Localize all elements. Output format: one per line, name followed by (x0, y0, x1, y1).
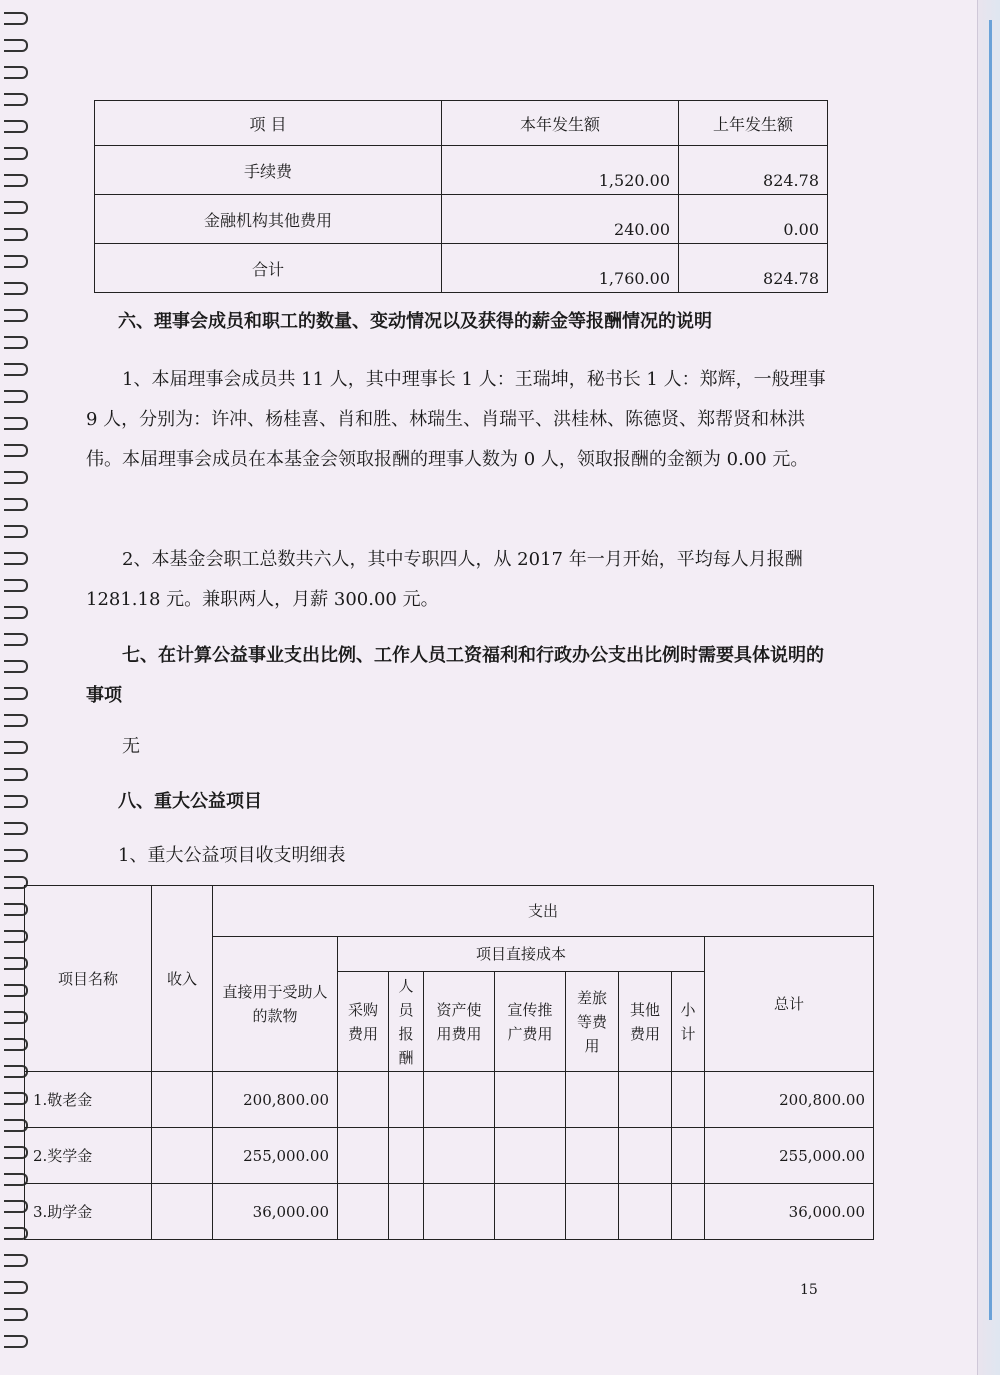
header-name: 项目名称 (25, 886, 152, 1072)
header-subtotal: 小计 (672, 972, 705, 1072)
binding-ring (4, 822, 28, 835)
header-asset: 资产使用费用 (424, 972, 495, 1072)
section7-heading: 七、在计算公益事业支出比例、工作人员工资福利和行政办公支出比例时需要具体说明的事项 (86, 645, 824, 706)
header-promo: 宣传推广费用 (495, 972, 566, 1072)
binding-ring (4, 174, 28, 187)
binding-ring (4, 471, 28, 484)
header-direct-cost: 项目直接成本 (338, 937, 705, 972)
section6-heading: 六、理事会成员和职工的数量、变动情况以及获得的薪金等报酬情况的说明 (118, 311, 712, 332)
binding-ring (4, 255, 28, 268)
binding-ring (4, 309, 28, 322)
row-total: 36,000.00 (705, 1184, 874, 1240)
binding-ring (4, 687, 28, 700)
binding-ring (4, 498, 28, 511)
header-previous: 上年发生额 (679, 101, 828, 146)
header-income: 收入 (152, 886, 213, 1072)
table-row (25, 1184, 874, 1240)
binding-ring (4, 579, 28, 592)
section8-heading: 八、重大公益项目 (118, 791, 262, 812)
table-row (95, 244, 828, 293)
row-previous: 0.00 (679, 195, 828, 244)
section7-content: 无 (122, 736, 140, 757)
header-item: 项 目 (95, 101, 442, 146)
binding-ring (4, 633, 28, 646)
section6-p1: 1、本届理事会成员共 11 人，其中理事长 1 人：王瑞坤，秘书长 1 人：郑辉，一般理事 9 人，分别为：许冲、杨桂喜、肖和胜、林瑞生、肖瑞平、洪桂林、陈德贤、郑帮贤和林洪伟。本届理事会成员在本基金会领取报酬的理事人数为 0 人，领取报酬的金额为 0.00 元。 (86, 369, 826, 470)
header-travel: 差旅等费用 (566, 972, 619, 1072)
expense-table (94, 100, 828, 293)
page-number: 15 (800, 1282, 818, 1298)
header-total: 总计 (705, 937, 874, 1072)
page-edge (977, 0, 1000, 1375)
binding-ring (4, 1335, 28, 1348)
binding-ring (4, 660, 28, 673)
binding-ring (4, 768, 28, 781)
row-current: 1,520.00 (442, 146, 679, 195)
row-total: 200,800.00 (705, 1072, 874, 1128)
binding-ring (4, 1281, 28, 1294)
table-row (95, 146, 828, 195)
row-name: 3.助学金 (25, 1184, 152, 1240)
binding-ring (4, 417, 28, 430)
row-item: 合计 (95, 244, 442, 293)
row-item: 手续费 (95, 146, 442, 195)
row-aid: 255,000.00 (213, 1128, 338, 1184)
header-current: 本年发生额 (442, 101, 679, 146)
section8-subheading: 1、重大公益项目收支明细表 (118, 845, 346, 866)
row-item: 金融机构其他费用 (95, 195, 442, 244)
binding-ring (4, 1254, 28, 1267)
binding-ring (4, 1308, 28, 1321)
binding-ring (4, 201, 28, 214)
table-header-row (95, 101, 828, 146)
row-name: 2.奖学金 (25, 1128, 152, 1184)
binding-ring (4, 39, 28, 52)
binding-ring (4, 282, 28, 295)
binding-ring (4, 336, 28, 349)
row-previous: 824.78 (679, 146, 828, 195)
section6-p2: 2、本基金会职工总数共六人，其中专职四人，从 2017 年一月开始，平均每人月报酬 1281.18 元。兼职两人，月薪 300.00 元。 (86, 549, 803, 610)
binding-ring (4, 12, 28, 25)
row-current: 1,760.00 (442, 244, 679, 293)
binding-ring (4, 741, 28, 754)
binding-ring (4, 444, 28, 457)
table-row (25, 1072, 874, 1128)
row-aid: 36,000.00 (213, 1184, 338, 1240)
header-staff: 人员报酬 (389, 972, 424, 1072)
table-row (95, 195, 828, 244)
binding-ring (4, 714, 28, 727)
binding-ring (4, 93, 28, 106)
binding-ring (4, 795, 28, 808)
header-expense: 支出 (213, 886, 874, 937)
binding-ring (4, 147, 28, 160)
row-aid: 200,800.00 (213, 1072, 338, 1128)
header-direct-aid: 直接用于受助人的款物 (213, 937, 338, 1072)
project-table (24, 885, 874, 1240)
binding-ring (4, 228, 28, 241)
binding-ring (4, 606, 28, 619)
header-other: 其他费用 (619, 972, 672, 1072)
binding-ring (4, 552, 28, 565)
binding-ring (4, 849, 28, 862)
binding-ring (4, 363, 28, 376)
row-total: 255,000.00 (705, 1128, 874, 1184)
binding-ring (4, 525, 28, 538)
row-name: 1.敬老金 (25, 1072, 152, 1128)
header-purchase: 采购费用 (338, 972, 389, 1072)
binding-ring (4, 66, 28, 79)
binding-ring (4, 120, 28, 133)
row-previous: 824.78 (679, 244, 828, 293)
table-row (25, 1128, 874, 1184)
binding-ring (4, 390, 28, 403)
row-current: 240.00 (442, 195, 679, 244)
